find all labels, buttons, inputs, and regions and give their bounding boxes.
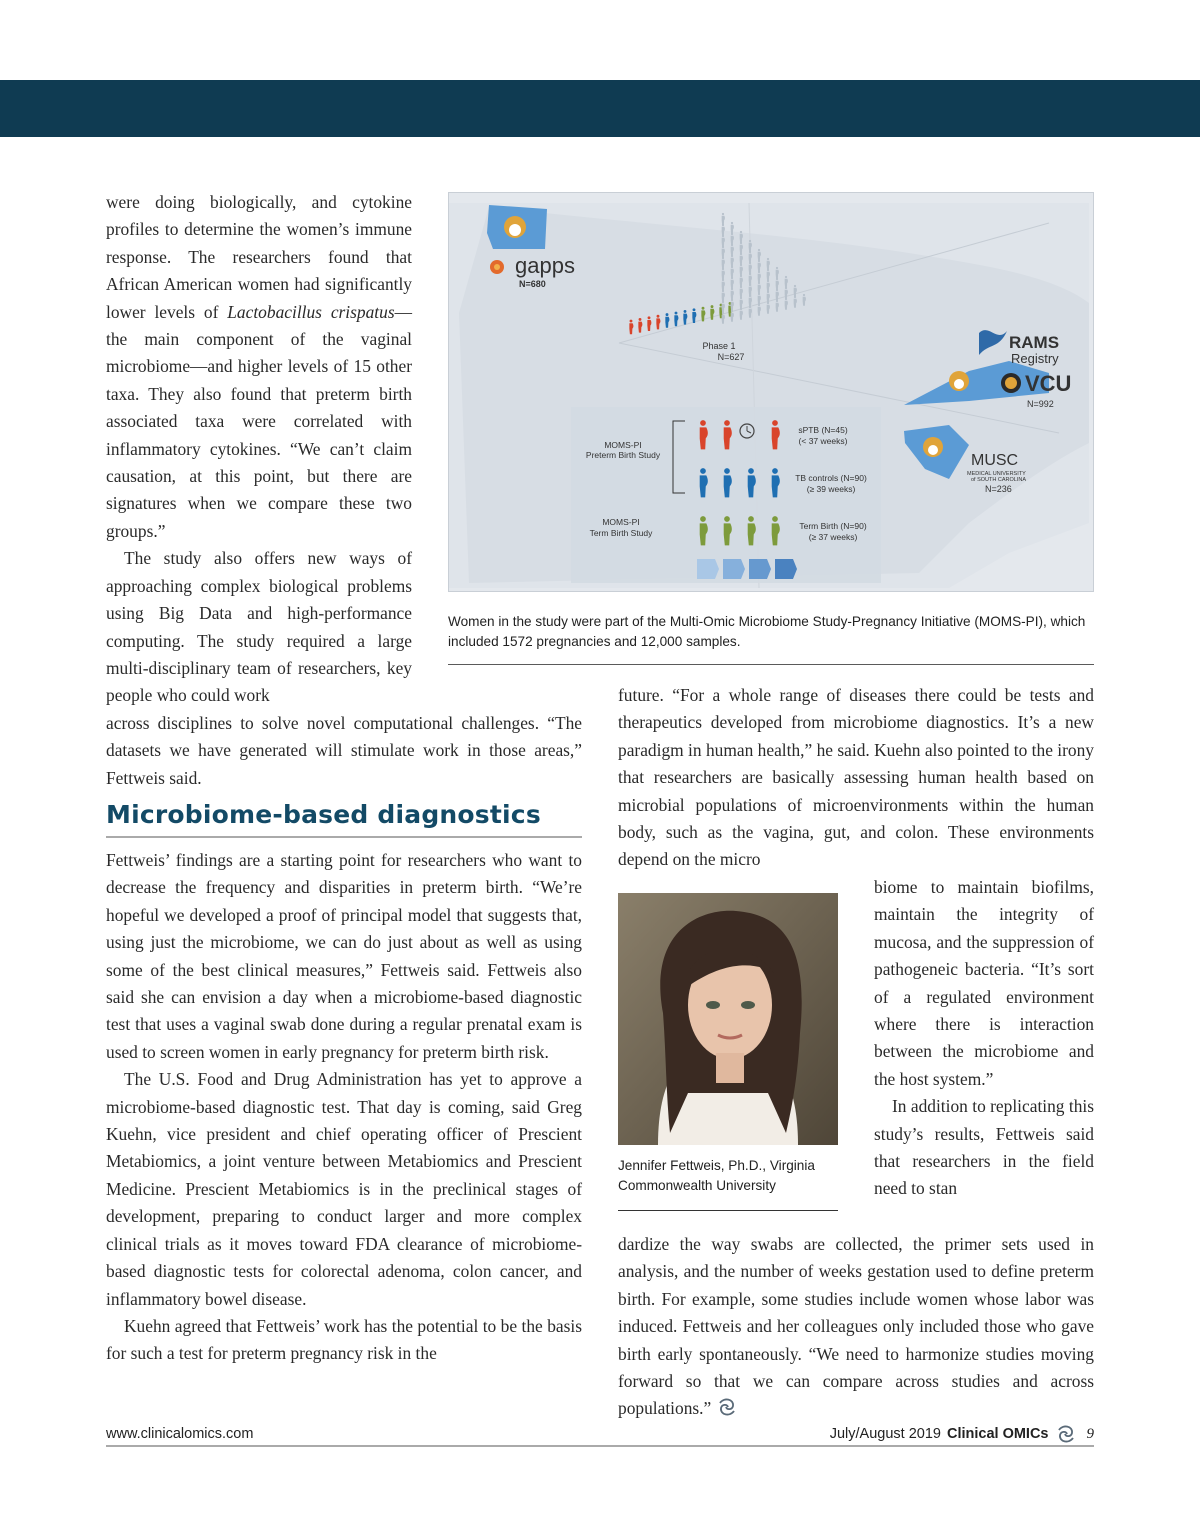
paragraph-text: —the main component of the vaginal microbiome—and higher levels of 15 other taxa. They also found that preterm birth associated taxa were correlated with inflammatory cytokines. “We can’t claim causation, at this point, but there are signatures when we compare these two groups.” xyxy=(106,301,412,541)
column-2-wrap-text xyxy=(874,874,1094,1203)
footer-divider xyxy=(106,1445,1094,1447)
column-1-continuation xyxy=(106,710,582,792)
paragraph-text: dardize the way swabs are collected, the primer sets used in analysis, and the number of weeks gestation used to define preterm birth. For example, some studies include women whose labor was induced. Fettweis and her colleagues only included those who gave birth early spontaneously. “We need to harmonize studies moving forward so that we can compare across studies and across populations.” xyxy=(618,1234,1094,1419)
magazine-logo-icon xyxy=(1055,1424,1077,1444)
phase1-label: Phase 1 xyxy=(702,341,736,351)
end-mark-logo-icon xyxy=(716,1397,738,1417)
heading-divider xyxy=(106,836,582,838)
paragraph xyxy=(106,189,412,545)
study-map-figure xyxy=(448,192,1094,592)
musc-sub-1: MEDICAL UNIVERSITY xyxy=(967,471,1026,477)
italic-text: Lactobacillus crispatus xyxy=(227,301,395,322)
rams-sub: Registry xyxy=(1011,351,1059,366)
column-2-bottom-text xyxy=(618,1231,1094,1423)
column-1-top-text xyxy=(106,189,412,710)
paragraph: Kuehn agreed that Fettweis’ work has the potential to be the basis for such a test for preterm pregnancy risk in the xyxy=(106,1315,582,1364)
sptb-label-1: sPTB (N=45) xyxy=(798,425,848,435)
column-2-top-text xyxy=(618,682,1094,874)
paragraph-text: were doing biologically, and cytokine profiles to determine the women’s immune response. The researchers found that African American women had significantly lower levels of xyxy=(106,192,412,322)
section-heading: Microbiome-based diagnostics xyxy=(106,800,541,829)
portrait-illustration xyxy=(618,893,838,1145)
ptb-study-label-1: MOMS-PI xyxy=(604,440,642,450)
portrait-photo xyxy=(618,893,838,1145)
top-banner xyxy=(0,80,1200,137)
study-map-graphic xyxy=(449,193,1094,592)
tbc-label-1: TB controls (N=90) xyxy=(795,473,867,483)
paragraph: Fettweis’ findings are a starting point for researchers who want to decrease the frequency and disparities in preterm birth. “We’re hopeful we developed a proof of principal model that suggests that, using just the microbiome, we can do just about as well as using some of the best clinical measures,” Fettweis said. Fettweis also said she can envision a day when a microbiome-based diagnostic test that uses a vaginal swab done during a regular prenatal exam is used to screen women in early pregnancy for preterm birth risk. xyxy=(106,850,582,1062)
musc-count: N=236 xyxy=(985,484,1012,494)
paragraph xyxy=(618,1231,1094,1423)
magazine-name: Clinical OMICs xyxy=(946,1426,1049,1442)
term-study-label-2: Term Birth Study xyxy=(589,528,653,538)
footer-right xyxy=(830,1424,1094,1444)
figure-caption: Women in the study were part of the Multi-Omic Microbiome Study-Pregnancy Initiative (MOMS-PI), which included 1572 pregnancies and 12,000 samples. xyxy=(448,614,1086,649)
paragraph-text: The study also offers new ways of approaching complex biological problems using Big Data and high-performance computing. The study required a large multi-disciplinary team of researchers, key people who could work xyxy=(106,548,412,706)
vcu-count: N=992 xyxy=(1027,399,1054,409)
paragraph: The U.S. Food and Drug Administration has yet to approve a microbiome-based diagnostic test. That day is coming, said Greg Kuehn, vice president and chief operating officer of Prescient Metabiomics, a joint venture between Metabiomics and Prescient Medicine. Prescient Metabiomics is in the preclinical stages of development, preparing to conduct larger and more complex clinical trials as it moves toward FDA clearance of microbiome-based diagnostic tests for colorectal adenoma, colon cancer, and inflammatory bowel disease. xyxy=(106,1069,582,1309)
paragraph: future. “For a whole range of diseases there could be tests and therapeutics developed from microbiome diagnostics. It’s a new paradigm in human health,” he said. Kuehn also pointed to the irony that researchers are basically assessing human health based on microbial populations of microenvironments within the human body, such as the vagina, gut, and colon. These environments depend on the micro xyxy=(618,685,1094,870)
column-1-bottom-text xyxy=(106,847,582,1368)
photo-caption: Jennifer Fettweis, Ph.D., Virginia Commonwealth University xyxy=(618,1158,815,1193)
issue-date: July/August 2019 xyxy=(829,1426,941,1442)
ptb-study-label-2: Preterm Birth Study xyxy=(585,450,661,460)
gapps-count: N=680 xyxy=(519,279,546,289)
term-label-2: (≥ 37 weeks) xyxy=(808,532,858,542)
term-label-1: Term Birth (N=90) xyxy=(799,521,867,531)
gapps-name: gapps xyxy=(515,253,575,278)
sptb-label-2: (< 37 weeks) xyxy=(798,436,848,446)
term-study-label-1: MOMS-PI xyxy=(602,517,640,527)
photo-caption-divider xyxy=(618,1210,838,1211)
page-number: 9 xyxy=(1086,1425,1094,1442)
phase1-count: N=627 xyxy=(717,352,745,362)
paragraph xyxy=(106,545,412,709)
vcu-name: VCU xyxy=(1025,371,1072,396)
paragraph: In addition to replicating this study’s results, Fettweis said that researchers in the field need to stan xyxy=(874,1096,1094,1199)
rams-name: RAMS xyxy=(1009,333,1060,352)
tbc-label-2: (≥ 39 weeks) xyxy=(806,484,856,494)
paragraph: across disciplines to solve novel computational challenges. “The datasets we have generated will stimulate work in those areas,” Fettweis said. xyxy=(106,713,582,788)
musc-sub-2: of SOUTH CAROLINA xyxy=(971,477,1027,483)
caption-divider xyxy=(448,664,1094,665)
footer-url-link[interactable]: www.clinicalomics.com xyxy=(106,1426,254,1442)
musc-name: MUSC xyxy=(971,452,1019,469)
paragraph: biome to maintain biofilms, maintain the integrity of mucosa, and the suppression of pathogeneic bacteria. “It’s sort of a regulated environment where there is interaction between the microbiome and the host system.” xyxy=(874,877,1094,1089)
